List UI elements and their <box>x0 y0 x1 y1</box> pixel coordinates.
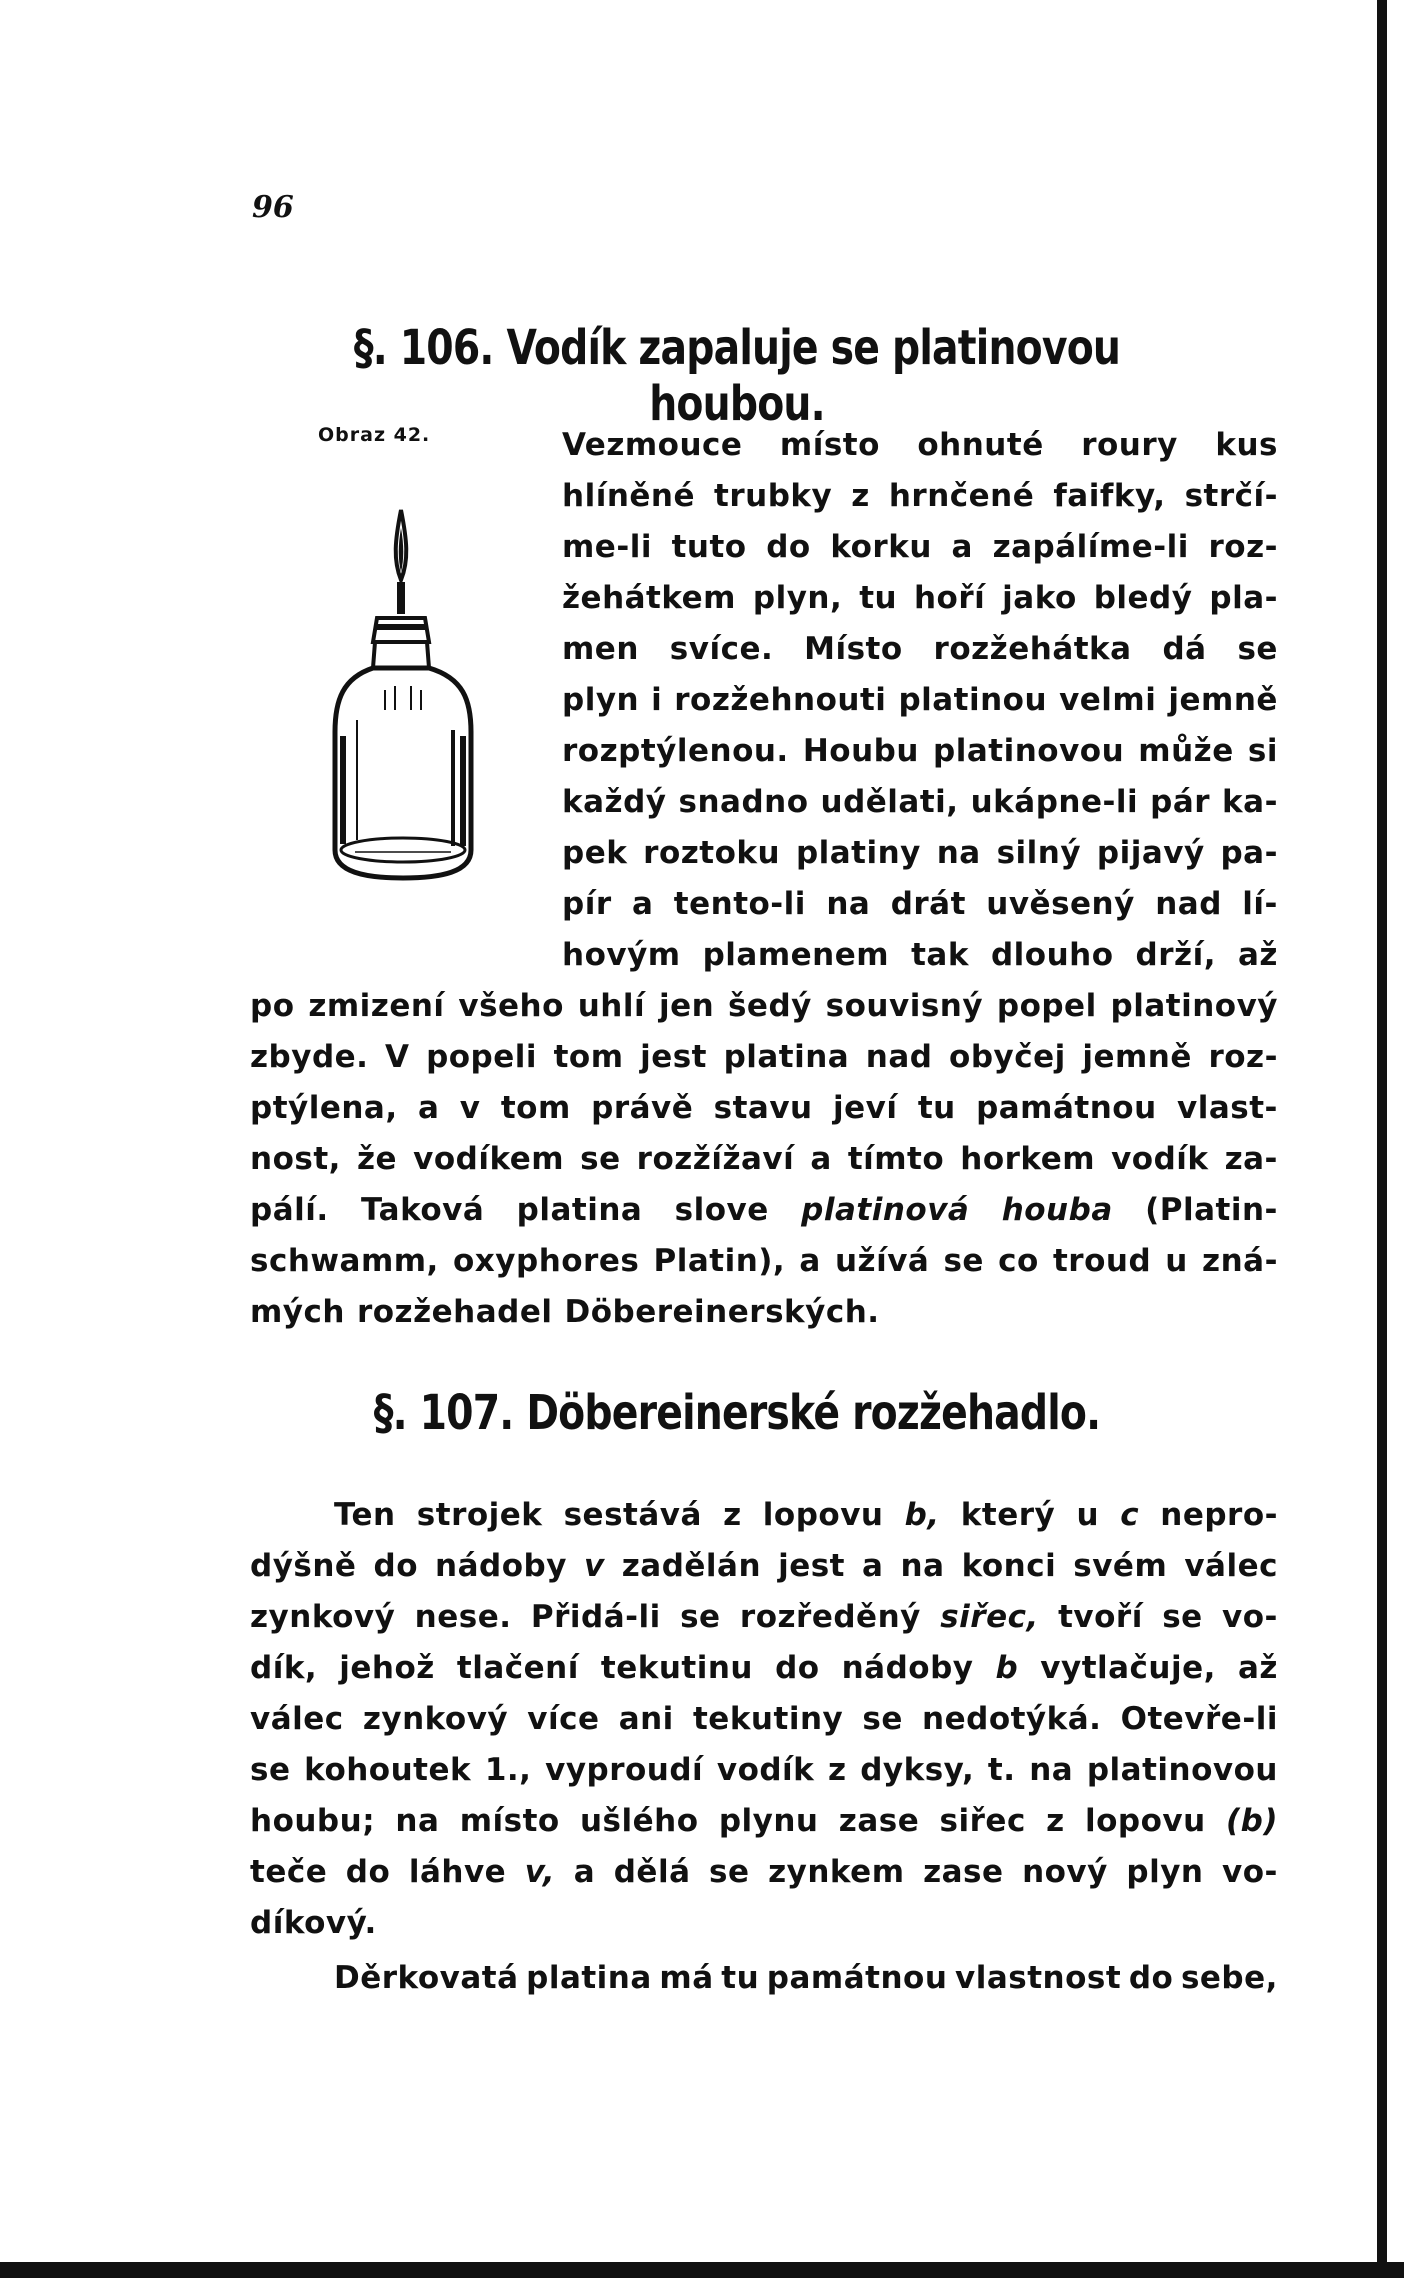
figure-label: Obraz 42. <box>318 424 431 446</box>
text-line: válec zynkový více ani tekutiny se nedotýká. Otevře-li <box>250 1701 1278 1737</box>
text-line: díkový. <box>250 1905 377 1941</box>
text-line: po zmizení všeho uhlí jen šedý souvisný popel platinový <box>250 988 1278 1024</box>
text-line: hovým plamenem tak dlouho drží, až <box>562 937 1278 973</box>
text-line: Vezmouce místo ohnuté roury kus <box>562 427 1278 463</box>
page-edge-right <box>1377 0 1387 2278</box>
page-edge-bottom <box>0 2262 1404 2278</box>
text-line: zbyde. V popeli tom jest platina nad obyčej jemně roz- <box>250 1039 1278 1075</box>
section-106-heading: §. 106. Vodík zapaluje se platinovou houbou. <box>353 320 1121 432</box>
text-line: žehátkem plyn, tu hoří jako bledý pla- <box>562 580 1278 616</box>
text-line: pek roztoku platiny na silný pijavý pa- <box>562 835 1278 871</box>
text-line: me-li tuto do korku a zapálíme-li roz- <box>562 529 1278 565</box>
text-line: teče do láhve v, a dělá se zynkem zase nový plyn vo- <box>250 1854 1278 1890</box>
text-line: men svíce. Místo rozžehátka dá se <box>562 631 1278 667</box>
text-line: dík, jehož tlačení tekutinu do nádoby b vytlačuje, až <box>250 1650 1278 1686</box>
text-line: nost, že vodíkem se rozžížaví a tímto horkem vodík za- <box>250 1141 1278 1177</box>
text-line: rozptýlenou. Houbu platinovou může si <box>562 733 1278 769</box>
text-line: Děrkovatá platina má tu památnou vlastnost do sebe, <box>334 1960 1278 1996</box>
text-line: plyn i rozžehnouti platinou velmi jemně <box>562 682 1278 718</box>
text-line: Ten strojek sestává z lopovu b, který u c nepro- <box>334 1497 1278 1533</box>
text-line: ptýlena, a v tom právě stavu jeví tu památnou vlast- <box>250 1090 1278 1126</box>
text-line: houbu; na místo ušlého plynu zase siřec z lopovu (b) <box>250 1803 1278 1839</box>
text-line: hlíněné trubky z hrnčené faifky, strčí- <box>562 478 1278 514</box>
text-line: pálí. Taková platina slove platinová houba (Platin- <box>250 1192 1278 1228</box>
bottle-with-flame-icon <box>325 500 505 890</box>
text-line: se kohoutek 1., vyproudí vodík z dyksy, t. na platinovou <box>250 1752 1278 1788</box>
section-107-heading: §. 107. Döbereinerské rozžehadlo. <box>373 1385 1101 1441</box>
text-line: dýšně do nádoby v zadělán jest a na konci svém válec <box>250 1548 1278 1584</box>
text-line: pír a tento-li na drát uvěsený nad lí- <box>562 886 1278 922</box>
text-line: mých rozžehadel Döbereinerských. <box>250 1294 880 1330</box>
text-line: každý snadno udělati, ukápne-li pár ka- <box>562 784 1278 820</box>
page-number: 96 <box>252 190 294 225</box>
text-line: schwamm, oxyphores Platin), a užívá se co troud u zná- <box>250 1243 1278 1279</box>
text-line: zynkový nese. Přidá-li se rozředěný siřec, tvoří se vo- <box>250 1599 1278 1635</box>
